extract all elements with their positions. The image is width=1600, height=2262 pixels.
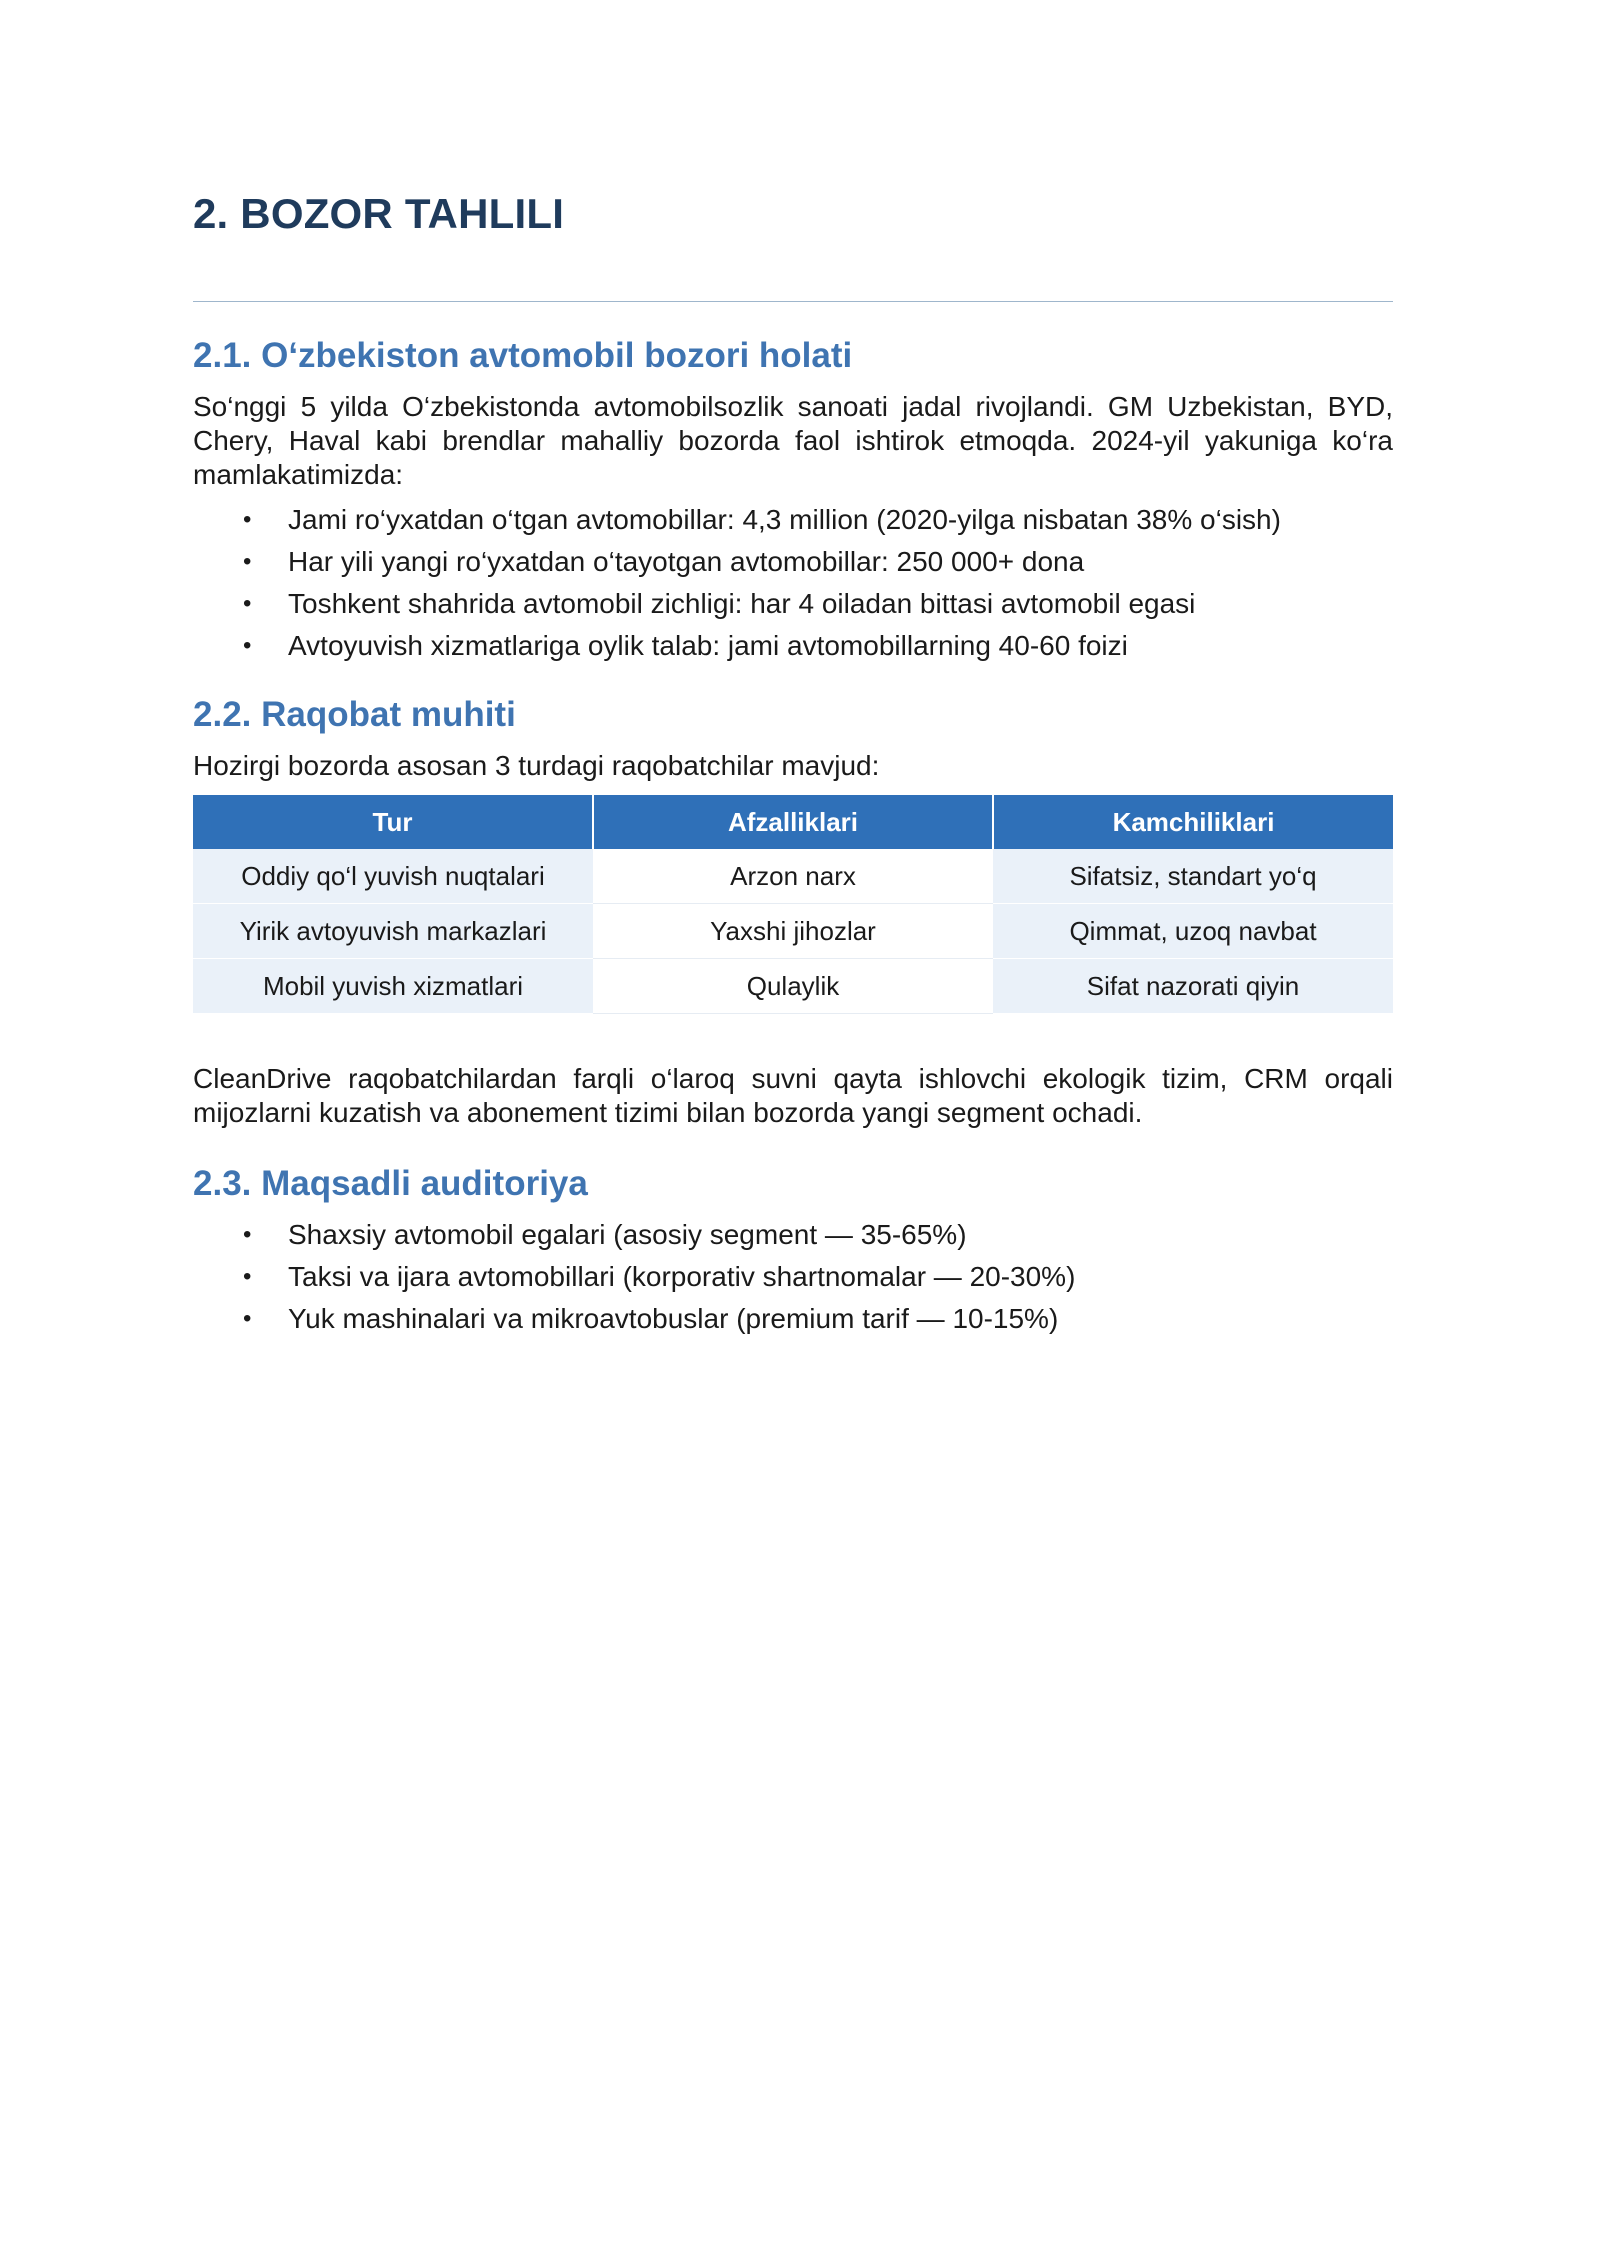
section-2-1-list xyxy=(193,499,1281,667)
table-cell: Qulaylik xyxy=(593,959,993,1014)
title-divider xyxy=(193,301,1393,302)
list-item: • Avtoyuvish xizmatlariga oylik talab: jami avtomobillarning 40-60 foizi xyxy=(193,625,1281,667)
bullet-icon: • xyxy=(243,548,252,575)
bullet-icon: • xyxy=(243,1221,252,1248)
list-item: • Yuk mashinalari va mikroavtobuslar (premium tarif — 10-15%) xyxy=(193,1298,1075,1340)
list-item: • Taksi va ijara avtomobillari (korporativ shartnomalar — 20-30%) xyxy=(193,1256,1075,1298)
section-heading-2-1: 2.1. O‘zbekiston avtomobil bozori holati xyxy=(193,336,853,375)
table-cell: Mobil yuvish xizmatlari xyxy=(193,959,593,1014)
table-cell: Qimmat, uzoq navbat xyxy=(993,904,1393,959)
table-header-row xyxy=(193,795,1393,849)
column-header: Tur xyxy=(193,795,593,849)
table-cell: Arzon narx xyxy=(593,849,993,904)
bullet-icon: • xyxy=(243,590,252,617)
section-2-3-list xyxy=(193,1214,1075,1340)
section-heading-2-2: 2.2. Raqobat muhiti xyxy=(193,695,516,734)
bullet-icon: • xyxy=(243,632,252,659)
bullet-icon: • xyxy=(243,506,252,533)
table-cell: Sifatsiz, standart yo‘q xyxy=(993,849,1393,904)
list-item: • Shaxsiy avtomobil egalari (asosiy segment — 35-65%) xyxy=(193,1214,1075,1256)
table-row xyxy=(193,849,1393,904)
list-item: • Toshkent shahrida avtomobil zichligi: har 4 oiladan bittasi avtomobil egasi xyxy=(193,583,1281,625)
column-header: Afzalliklari xyxy=(593,795,993,849)
bullet-icon: • xyxy=(243,1305,252,1332)
competitors-table xyxy=(193,795,1393,1014)
list-item: • Har yili yangi ro‘yxatdan o‘tayotgan avtomobillar: 250 000+ dona xyxy=(193,541,1281,583)
section-2-2-intro: Hozirgi bozorda asosan 3 turdagi raqobatchilar mavjud: xyxy=(193,750,880,781)
table-cell: Sifat nazorati qiyin xyxy=(993,959,1393,1014)
table-cell: Yaxshi jihozlar xyxy=(593,904,993,959)
section-2-2-paragraph: CleanDrive raqobatchilardan farqli o‘laroq suvni qayta ishlovchi ekologik tizim, CRM orqali mijozlarni kuzatish va abonement tizimi bilan bozorda yangi segment ochadi. xyxy=(193,1063,1393,1128)
table-row xyxy=(193,959,1393,1014)
column-header: Kamchiliklari xyxy=(993,795,1393,849)
page-title: 2. BOZOR TAHLILI xyxy=(193,190,565,237)
bullet-icon: • xyxy=(243,1263,252,1290)
section-heading-2-3: 2.3. Maqsadli auditoriya xyxy=(193,1164,588,1203)
section-2-1-paragraph: So‘nggi 5 yilda O‘zbekistonda avtomobilsozlik sanoati jadal rivojlandi. GM Uzbekistan, BYD, Chery, Haval kabi brendlar mahalliy bozorda faol ishtirok etmoqda. 2024-yil yakuniga ko‘ra mamlakatimizda: xyxy=(193,391,1393,490)
list-item: • Jami ro‘yxatdan o‘tgan avtomobillar: 4,3 million (2020-yilga nisbatan 38% o‘sish) xyxy=(193,499,1281,541)
table-cell: Oddiy qo‘l yuvish nuqtalari xyxy=(193,849,593,904)
table-row xyxy=(193,904,1393,959)
table-cell: Yirik avtoyuvish markazlari xyxy=(193,904,593,959)
